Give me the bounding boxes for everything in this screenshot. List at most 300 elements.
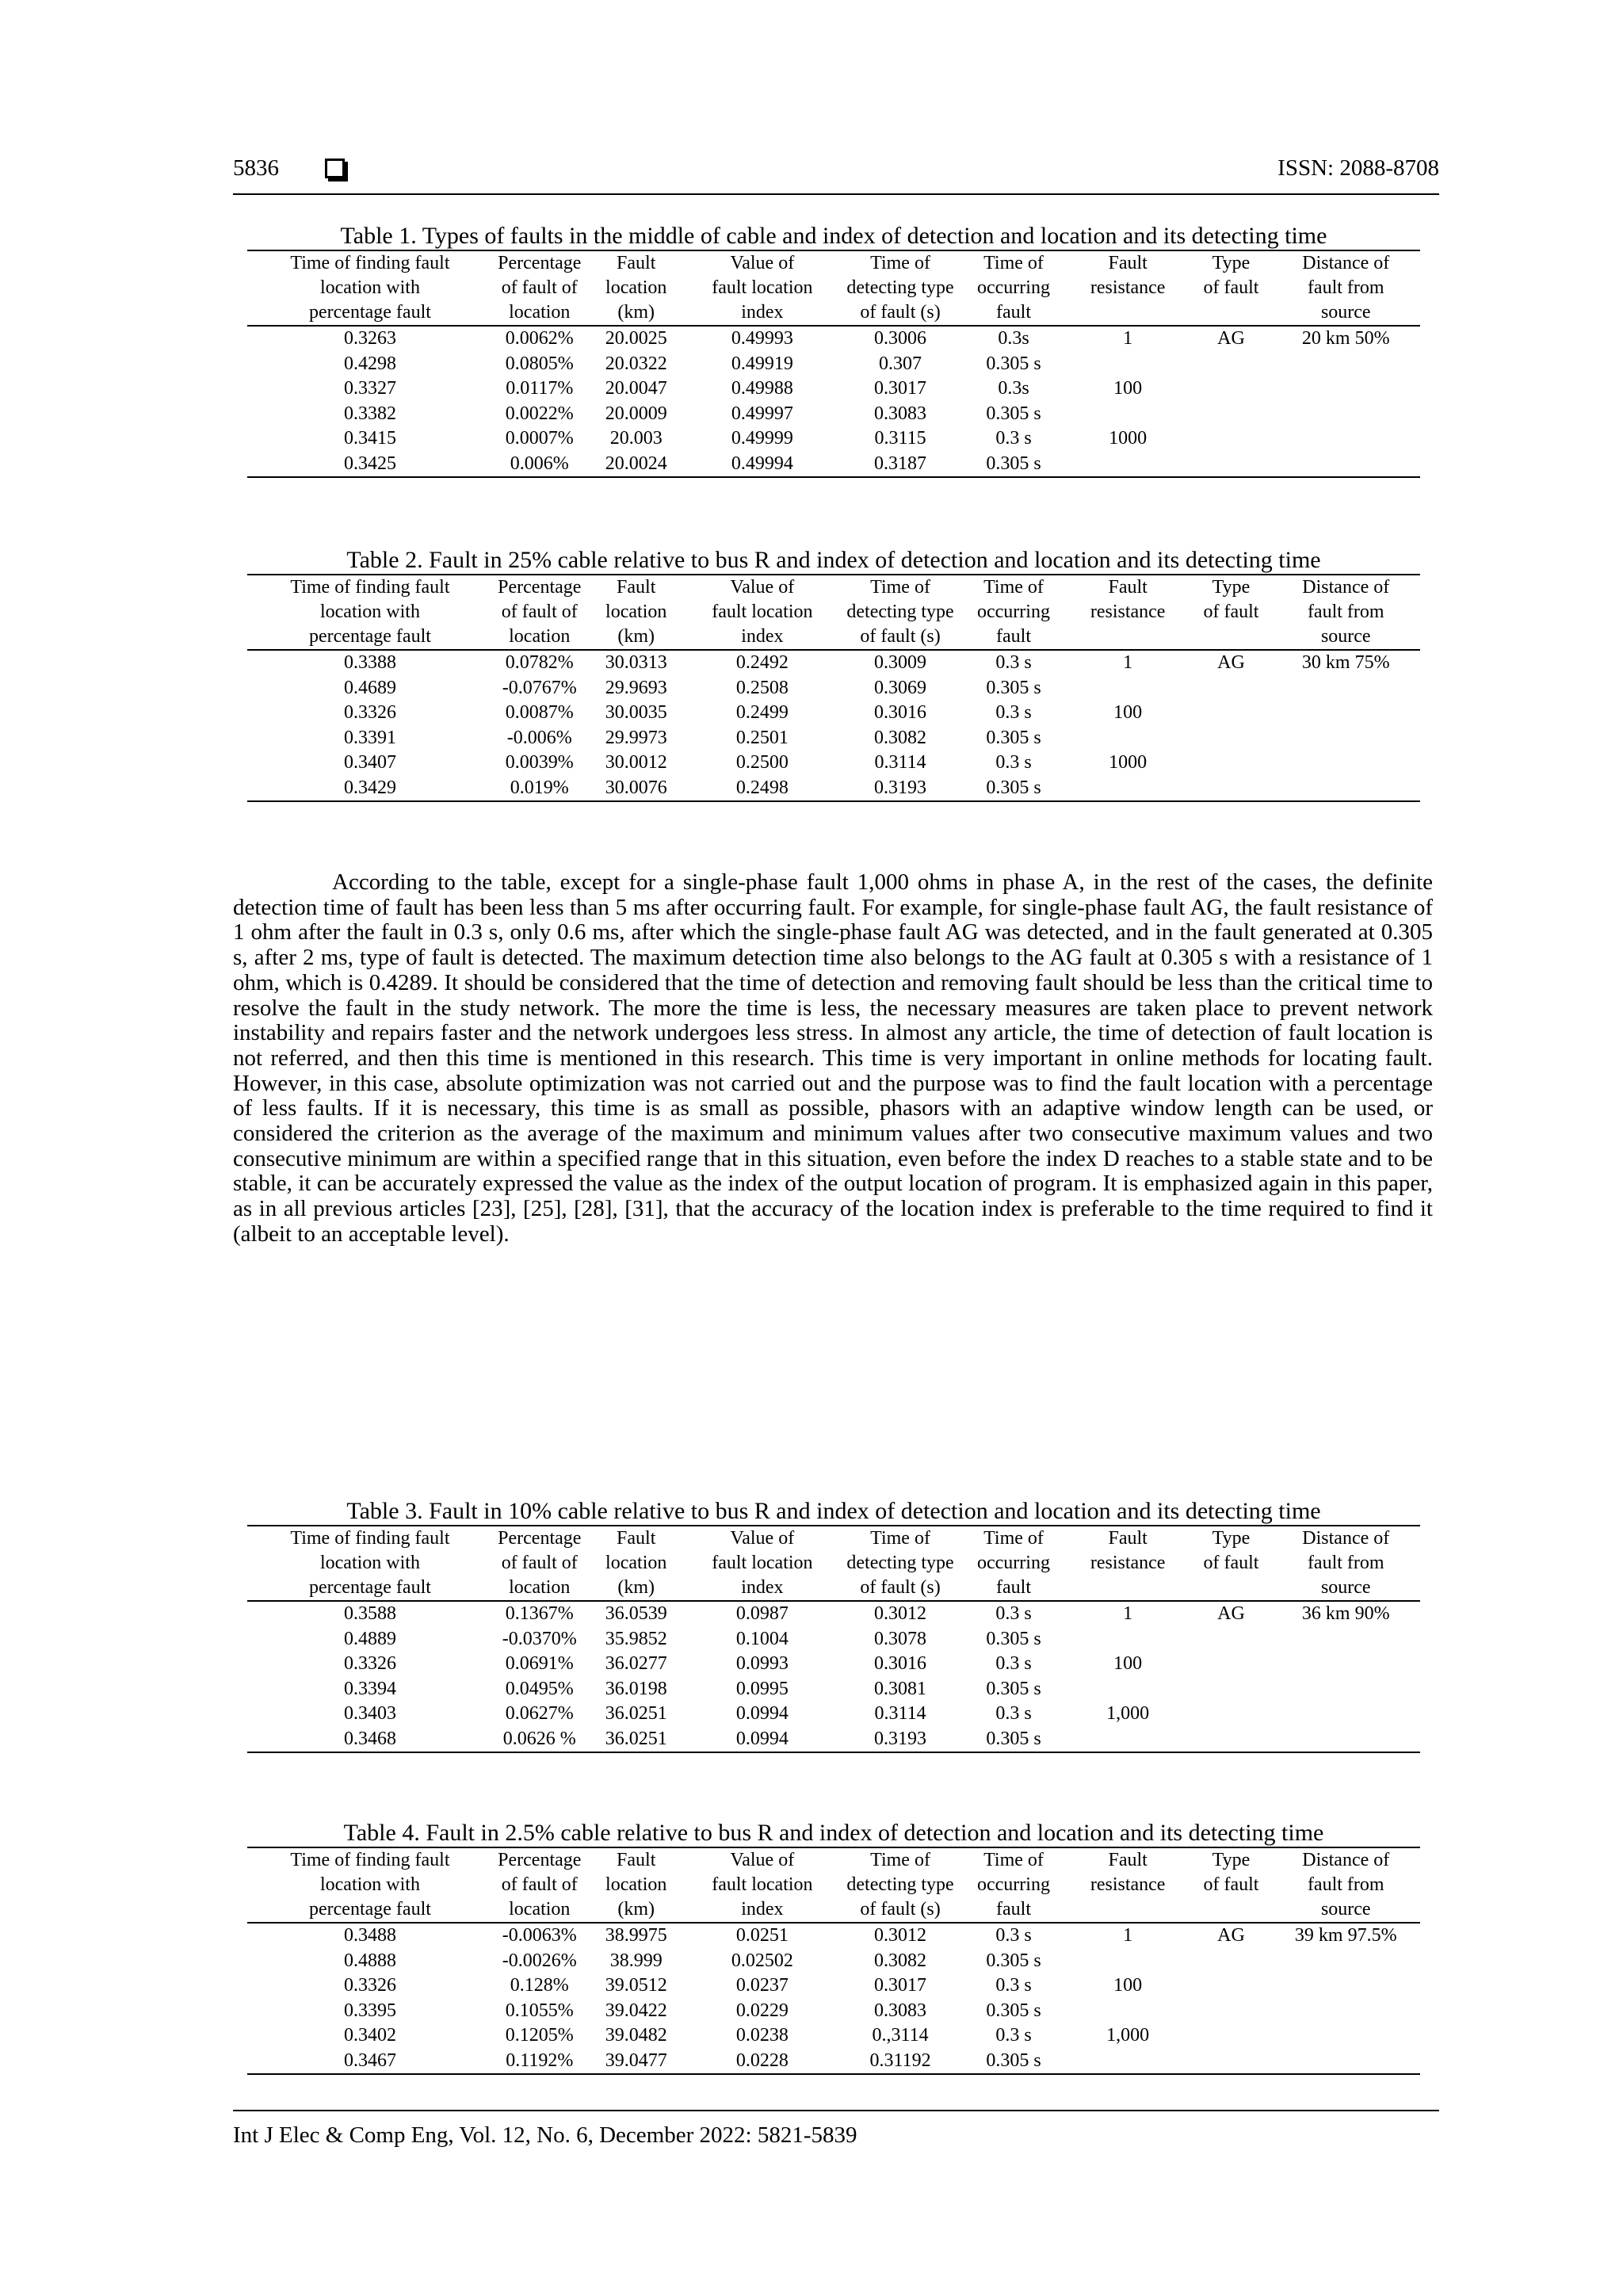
column-header-line: Time of finding fault <box>290 577 450 598</box>
column-header <box>247 575 493 650</box>
table-cell: 0.0805% <box>505 353 574 374</box>
table-cell: 0.3017 <box>874 1975 927 1996</box>
table-cell: -0.006% <box>506 727 572 748</box>
table-cell <box>1190 1727 1271 1753</box>
column-header-line: detecting type <box>846 1874 954 1895</box>
table-cell <box>1272 1727 1420 1753</box>
table-cell: 30.0035 <box>605 702 667 724</box>
table-cell <box>1272 402 1420 427</box>
column-header-line: Time of finding fault <box>290 1528 450 1549</box>
column-header-line <box>1065 300 1191 325</box>
table-cell: 0.0782% <box>505 652 574 674</box>
table-cell <box>1272 1652 1420 1677</box>
column-header-line: location with <box>319 277 420 298</box>
table-cell: 1,000 <box>1106 1703 1150 1725</box>
column-header-line: fault <box>996 626 1031 647</box>
column-header <box>1272 250 1420 326</box>
column-header-line: Fault <box>617 577 656 598</box>
column-header-line: source <box>1320 1577 1371 1598</box>
table-cell <box>1065 1727 1191 1753</box>
column-header-line: location with <box>319 1553 420 1573</box>
column-header-line: index <box>741 302 784 323</box>
column-header <box>838 1526 962 1601</box>
table-row <box>247 1601 1420 1627</box>
table-cell: 0.3468 <box>247 1727 493 1753</box>
table-cell: 0.0691% <box>505 1653 574 1675</box>
table-cell: 0.3 s <box>995 1653 1032 1675</box>
column-header-line: location with <box>319 602 420 622</box>
table-cell: 39.0422 <box>605 2000 667 2021</box>
table-cell: 0.3 s <box>995 1975 1032 1996</box>
column-header-line: of fault <box>1203 1874 1259 1895</box>
column-header-line: Type <box>1212 1528 1251 1549</box>
table-cell <box>1272 726 1420 751</box>
table-row <box>247 676 1420 701</box>
table-3 <box>247 1499 1420 1753</box>
table-cell <box>1272 426 1420 452</box>
column-header-line: Time of <box>983 1850 1044 1870</box>
column-header-line: Type <box>1212 253 1251 273</box>
column-header-line: Distance of <box>1302 1528 1390 1549</box>
column-header-line <box>1190 1576 1271 1600</box>
table-cell: 0.3187 <box>838 452 962 478</box>
table-cell <box>1272 352 1420 377</box>
table-cell <box>1272 1627 1420 1652</box>
column-header <box>247 250 493 326</box>
table-cell: 1000 <box>1109 428 1148 449</box>
table-cell: 0.3326 <box>343 1653 396 1675</box>
table-cell: 0.3081 <box>874 1678 927 1699</box>
table-row <box>247 452 1420 478</box>
table-cell <box>1272 376 1420 402</box>
table-row <box>247 1652 1420 1677</box>
table-cell: 0.305 s <box>986 1678 1041 1699</box>
table-cell: 39 km 97.5% <box>1294 1925 1397 1946</box>
table-cell: 30 km 75% <box>1301 652 1390 674</box>
column-header <box>493 1526 586 1601</box>
table-cell <box>1065 676 1191 701</box>
table-cell <box>1190 1949 1271 1974</box>
table-cell: 0.019% <box>493 776 586 802</box>
table-cell <box>1272 452 1420 478</box>
data-table <box>247 1525 1420 1753</box>
table-cell: 0.31192 <box>838 2049 962 2075</box>
table-cell <box>1272 1702 1420 1727</box>
table-1 <box>247 224 1420 478</box>
column-header-line: fault from <box>1307 277 1384 298</box>
table-cell: 0.0626 % <box>493 1727 586 1753</box>
column-header-line <box>1190 625 1271 649</box>
table-cell: 0.,3114 <box>872 2025 929 2046</box>
column-header <box>1272 1847 1420 1923</box>
data-table <box>247 250 1420 478</box>
table-cell: 0.2508 <box>735 677 789 698</box>
column-header-line: Type <box>1212 1850 1251 1870</box>
table-cell: 39.0512 <box>605 1975 667 1996</box>
table-row <box>247 1999 1420 2024</box>
column-header-line: percentage fault <box>309 302 431 323</box>
column-header-line: occurring <box>977 1874 1050 1895</box>
table-caption: Table 3. Fault in 10% cable relative to bus R and index of detection and location and its detecting time <box>346 1498 1321 1524</box>
table-cell: 0.49919 <box>731 353 793 374</box>
table-row <box>247 751 1420 776</box>
table-cell: 0.3 s <box>995 1925 1032 1946</box>
table-cell: 20.003 <box>609 428 663 449</box>
table-caption: Table 2. Fault in 25% cable relative to bus R and index of detection and location and its detecting time <box>346 547 1321 573</box>
table-cell: 35.9852 <box>605 1628 667 1649</box>
column-header-line: Fault <box>1108 577 1148 598</box>
column-header-line: (km) <box>617 302 655 323</box>
page-number: 5836 <box>233 155 279 181</box>
column-header <box>1190 1847 1271 1923</box>
column-header-line: Time of finding fault <box>290 1850 450 1870</box>
table-cell: 0.3082 <box>874 1950 927 1971</box>
table-row <box>247 1627 1420 1652</box>
table-cell: 0.305 s <box>986 1950 1041 1971</box>
table-row <box>247 701 1420 726</box>
header-row <box>247 1847 1420 1923</box>
column-header <box>1272 575 1420 650</box>
table-cell <box>1190 1999 1271 2024</box>
table-cell: 0.128% <box>510 1975 569 1996</box>
table-cell: 0.3467 <box>247 2049 493 2075</box>
table-cell: 36.0251 <box>605 1703 667 1725</box>
column-header-line: Fault <box>1108 1528 1148 1549</box>
table-cell: 20 km 50% <box>1301 328 1390 350</box>
table-cell <box>1272 776 1420 802</box>
table-cell: 0.3115 <box>874 428 926 449</box>
table-cell: 38.9975 <box>605 1925 667 1946</box>
table-cell: 0.49993 <box>731 328 793 350</box>
table-cell <box>1190 776 1271 802</box>
table-cell: 1,000 <box>1106 2025 1150 2046</box>
table-cell <box>1065 776 1191 802</box>
column-header-line: index <box>741 1899 784 1920</box>
column-header-line: index <box>741 626 784 647</box>
table-cell: 0.3016 <box>874 702 927 724</box>
column-header <box>1065 1526 1191 1601</box>
table-row <box>247 1923 1420 1949</box>
table-cell: 0.0062% <box>505 328 574 350</box>
column-header-line <box>1065 1576 1191 1600</box>
table-cell <box>1272 2049 1420 2075</box>
table-row <box>247 1949 1420 1974</box>
column-header <box>686 1526 838 1601</box>
table-cell: 0.4888 <box>343 1950 396 1971</box>
column-header-line: of fault (s) <box>860 1899 941 1920</box>
table-cell: 30.0313 <box>605 652 667 674</box>
table-cell: 20.0322 <box>605 353 667 374</box>
table-cell: 0.305 s <box>986 727 1041 748</box>
table-cell <box>1065 402 1191 427</box>
column-header-line: Time of <box>983 1528 1044 1549</box>
column-header-line: Type <box>1212 577 1251 598</box>
column-header-line: (km) <box>617 1899 655 1920</box>
table-cell: 0.0228 <box>686 2049 838 2075</box>
table-caption: Table 4. Fault in 2.5% cable relative to bus R and index of detection and location and its detecting time <box>343 1820 1324 1846</box>
column-header-line: fault from <box>1307 602 1384 622</box>
table-cell <box>1065 726 1191 751</box>
column-header <box>1065 250 1191 326</box>
table-cell: 1 <box>1123 328 1133 350</box>
column-header-line <box>1190 1897 1271 1922</box>
table-cell: 38.999 <box>609 1950 663 1971</box>
column-header-line: resistance <box>1090 602 1166 622</box>
column-header-line: fault <box>996 1899 1031 1920</box>
table-row <box>247 726 1420 751</box>
column-header-line: (km) <box>617 1577 655 1598</box>
column-header-line: Distance of <box>1302 577 1390 598</box>
column-header-line: fault location <box>712 602 813 622</box>
table-cell <box>1065 1627 1191 1652</box>
column-header <box>586 1526 686 1601</box>
table-cell: 100 <box>1113 1653 1143 1675</box>
table-cell: 0.3012 <box>874 1925 927 1946</box>
table-cell: 1 <box>1123 1603 1133 1625</box>
table-cell: 0.4298 <box>343 353 396 374</box>
table-cell: 0.3382 <box>343 403 396 424</box>
table-cell: 0.0627% <box>505 1703 574 1725</box>
table-cell: 30.0012 <box>605 752 667 774</box>
column-header <box>1065 575 1191 650</box>
table-cell <box>1272 1949 1420 1974</box>
table-cell: 1 <box>1123 1925 1133 1946</box>
table-cell: 0.1367% <box>505 1603 574 1625</box>
table-cell <box>1272 2023 1420 2049</box>
column-header-line: detecting type <box>846 602 954 622</box>
column-header-line: Value of <box>730 1850 795 1870</box>
table-cell: 100 <box>1113 378 1143 399</box>
table-cell: 0.3082 <box>874 727 927 748</box>
table-cell: 0.3017 <box>874 378 927 399</box>
column-header-line: Time of <box>983 253 1044 273</box>
body-paragraph <box>233 870 1433 1247</box>
table-cell <box>1065 1999 1191 2024</box>
table-row <box>247 2023 1420 2049</box>
column-header-line: Time of <box>870 1528 930 1549</box>
column-header-line: source <box>1320 1899 1371 1920</box>
header-row <box>247 250 1420 326</box>
table-cell: 36.0198 <box>605 1678 667 1699</box>
column-header-line: occurring <box>977 1553 1050 1573</box>
table-cell: 0.0007% <box>505 428 574 449</box>
table-row <box>247 1677 1420 1702</box>
table-cell <box>1190 676 1271 701</box>
table-cell: 0.3588 <box>343 1603 396 1625</box>
table-cell: 0.3012 <box>874 1603 927 1625</box>
table-cell: 20.0009 <box>605 403 667 424</box>
column-header-line: Fault <box>617 253 656 273</box>
table-cell: 0.2500 <box>735 752 789 774</box>
table-cell: AG <box>1217 1603 1245 1625</box>
column-header <box>838 1847 962 1923</box>
table-cell: 1 <box>1123 652 1133 674</box>
table-cell: AG <box>1217 1925 1245 1946</box>
column-header-line: of fault <box>1203 1553 1259 1573</box>
table-cell: 0.0238 <box>735 2025 789 2046</box>
column-header-line: percentage fault <box>309 1577 431 1598</box>
table-cell: 0.3016 <box>874 1653 927 1675</box>
table-cell: 0.3114 <box>874 1703 926 1725</box>
column-header-line: resistance <box>1090 277 1166 298</box>
column-header <box>686 250 838 326</box>
paragraph-text: According to the table, except for a single-phase fault 1,000 ohms in phase A, in the rest of the cases, the definite detection time of fault has been less than 5 ms after occurring fault. For example, for single-phase fault AG, the fault resistance of 1 ohm after the fault in 0.3 s, only 0.6 ms, after which the single-phase fault AG was detected, and in the fault generated at 0.305 s, after 2 ms, type of fault is detected. The maximum detection time also belongs to the AG fault at 0.305 s with a resistance of 1 ohm, which is 0.4289. It should be considered that the time of detection and removing fault should be less than the critical time to resolve the fault in the study network. The more the time is less, the necessary measures are taken place to prevent network instability and repairs faster and the network undergoes less stress. In almost any article, the time of detection of fault location is not referred, and then this time is mentioned in this research. This time is very important in online methods for locating fault. However, in this case, absolute optimization was not carried out and the purpose was to find the fault location with a percentage of less faults. If it is necessary, this time is as small as possible, phasors with an adaptive window length can be used, or considered the criterion as the average of the maximum and minimum values after two consecutive maximum values and two consecutive minimum are within a specified range that in this situation, even before the index D reaches to a stable state and to be stable, it can be accurately expressed the value as the index of the output location of program. It is emphasized again in this paper, as in all previous articles [23], [25], [28], [31], that the accuracy of the location index is preferable to the time required to find it (albeit to an acceptable level). <box>233 869 1433 1247</box>
column-header <box>1190 1526 1271 1601</box>
table-cell <box>1272 701 1420 726</box>
table-row <box>247 650 1420 676</box>
table-row <box>247 776 1420 802</box>
table-cell: 36.0539 <box>605 1603 667 1625</box>
column-header-line: Distance of <box>1302 1850 1390 1870</box>
column-header-line: of fault <box>1203 277 1259 298</box>
table-cell <box>1190 1973 1271 1999</box>
table-cell: 0.3395 <box>343 2000 396 2021</box>
column-header-line: location <box>605 1874 667 1895</box>
square-bullet-icon <box>325 159 345 178</box>
table-row <box>247 352 1420 377</box>
table-cell: 0.3 s <box>995 2025 1032 2046</box>
column-header-line: of fault of <box>501 1553 578 1573</box>
table-cell: -0.0063% <box>502 1925 577 1946</box>
column-header <box>838 250 962 326</box>
column-header <box>493 250 586 326</box>
table-cell: 0.3488 <box>343 1925 396 1946</box>
column-header <box>493 575 586 650</box>
table-row <box>247 2049 1420 2075</box>
table-cell: 0.0229 <box>735 2000 789 2021</box>
table-cell <box>1190 352 1271 377</box>
table-cell <box>1190 751 1271 776</box>
column-header <box>586 250 686 326</box>
table-caption: Table 1. Types of faults in the middle of cable and index of detection and location and its detecting time <box>340 223 1327 249</box>
table-cell: 0.3193 <box>838 776 962 802</box>
table-cell <box>1190 2023 1271 2049</box>
column-header-line: fault location <box>712 1553 813 1573</box>
table-cell: 0.0251 <box>735 1925 789 1946</box>
column-header-line: location <box>605 1553 667 1573</box>
table-cell <box>1272 751 1420 776</box>
column-header-line: Time of <box>870 577 930 598</box>
table-cell: 0.3 s <box>995 1703 1032 1725</box>
table-cell <box>1272 676 1420 701</box>
table-cell: 0.0994 <box>686 1727 838 1753</box>
table-cell: -0.0026% <box>502 1950 577 1971</box>
column-header-line: occurring <box>977 277 1050 298</box>
table-cell: 0.3 s <box>995 652 1032 674</box>
column-header-line: fault from <box>1307 1874 1384 1895</box>
column-header-line: Time of <box>870 253 930 273</box>
table-cell: 0.0495% <box>505 1678 574 1699</box>
column-header-line: location <box>605 277 667 298</box>
table-cell: 29.9693 <box>605 677 667 698</box>
page-header <box>233 155 1439 195</box>
table-cell: 0.0993 <box>735 1653 789 1675</box>
table-cell: 0.3 s <box>995 1603 1032 1625</box>
table-cell: 0.3 s <box>995 428 1032 449</box>
table-cell: 0.305 s <box>962 1727 1065 1753</box>
column-header-line: Time of <box>870 1850 930 1870</box>
table-cell: 0.3114 <box>874 752 926 774</box>
table-cell: 0.3326 <box>343 1975 396 1996</box>
table-cell: 0.2492 <box>735 652 789 674</box>
table-cell: 0.305 s <box>986 403 1041 424</box>
table-cell <box>1065 2049 1191 2075</box>
table-cell: 0.3407 <box>343 752 396 774</box>
table-cell: 0.49988 <box>731 378 793 399</box>
table-row <box>247 1973 1420 1999</box>
table-cell: -0.0370% <box>502 1628 577 1649</box>
column-header <box>838 575 962 650</box>
table-cell: 0.3s <box>998 378 1029 399</box>
table-cell: 0.1055% <box>505 2000 574 2021</box>
table-cell: 36.0251 <box>586 1727 686 1753</box>
header-row <box>247 1526 1420 1601</box>
table-2 <box>247 548 1420 802</box>
table-cell: 0.305 s <box>986 677 1041 698</box>
table-cell <box>1065 452 1191 478</box>
table-cell: 20.0025 <box>605 328 667 350</box>
table-cell: 0.3327 <box>343 378 396 399</box>
table-cell <box>1190 402 1271 427</box>
table-cell: 0.3009 <box>874 652 927 674</box>
column-header-line: percentage fault <box>309 626 431 647</box>
table-cell: 0.3388 <box>343 652 396 674</box>
column-header-line: Fault <box>1108 253 1148 273</box>
table-cell: 0.305 s <box>962 2049 1065 2075</box>
data-table <box>247 574 1420 802</box>
table-cell: 0.3s <box>998 328 1029 350</box>
column-header <box>586 1847 686 1923</box>
table-cell: 0.3193 <box>838 1727 962 1753</box>
column-header-line: Distance of <box>1302 253 1390 273</box>
column-header-line: location <box>509 626 571 647</box>
table-cell: 0.305 s <box>986 353 1041 374</box>
column-header <box>586 575 686 650</box>
table-cell: 0.4889 <box>343 1628 396 1649</box>
column-header-line: Value of <box>730 577 795 598</box>
column-header <box>1272 1526 1420 1601</box>
table-cell: 20.0047 <box>605 378 667 399</box>
table-cell: 39.0477 <box>586 2049 686 2075</box>
table-cell: 0.0995 <box>735 1678 789 1699</box>
table-cell <box>1190 1652 1271 1677</box>
table-cell <box>1190 701 1271 726</box>
table-cell: 0.305 s <box>962 776 1065 802</box>
journal-citation: Int J Elec & Comp Eng, Vol. 12, No. 6, December 2022: 5821-5839 <box>233 2122 857 2148</box>
column-header-line <box>1065 625 1191 649</box>
table-cell: 0.2501 <box>735 727 789 748</box>
table-cell <box>1190 1702 1271 1727</box>
column-header <box>686 575 838 650</box>
column-header-line: source <box>1320 626 1371 647</box>
column-header <box>962 250 1065 326</box>
column-header-line: fault location <box>712 1874 813 1895</box>
table-cell: 1000 <box>1109 752 1148 774</box>
table-cell: 0.49999 <box>731 428 793 449</box>
column-header-line: of fault of <box>501 602 578 622</box>
table-cell: 100 <box>1113 1975 1143 1996</box>
column-header <box>962 1526 1065 1601</box>
table-cell: 0.0087% <box>505 702 574 724</box>
table-cell: 0.4689 <box>343 677 396 698</box>
column-header-line: Percentage <box>498 1850 582 1870</box>
table-cell <box>1190 1677 1271 1702</box>
column-header-line: Percentage <box>498 253 582 273</box>
table-row <box>247 402 1420 427</box>
table-cell: 0.1004 <box>735 1628 789 1649</box>
table-cell: 0.49997 <box>731 403 793 424</box>
table-cell <box>1065 352 1191 377</box>
